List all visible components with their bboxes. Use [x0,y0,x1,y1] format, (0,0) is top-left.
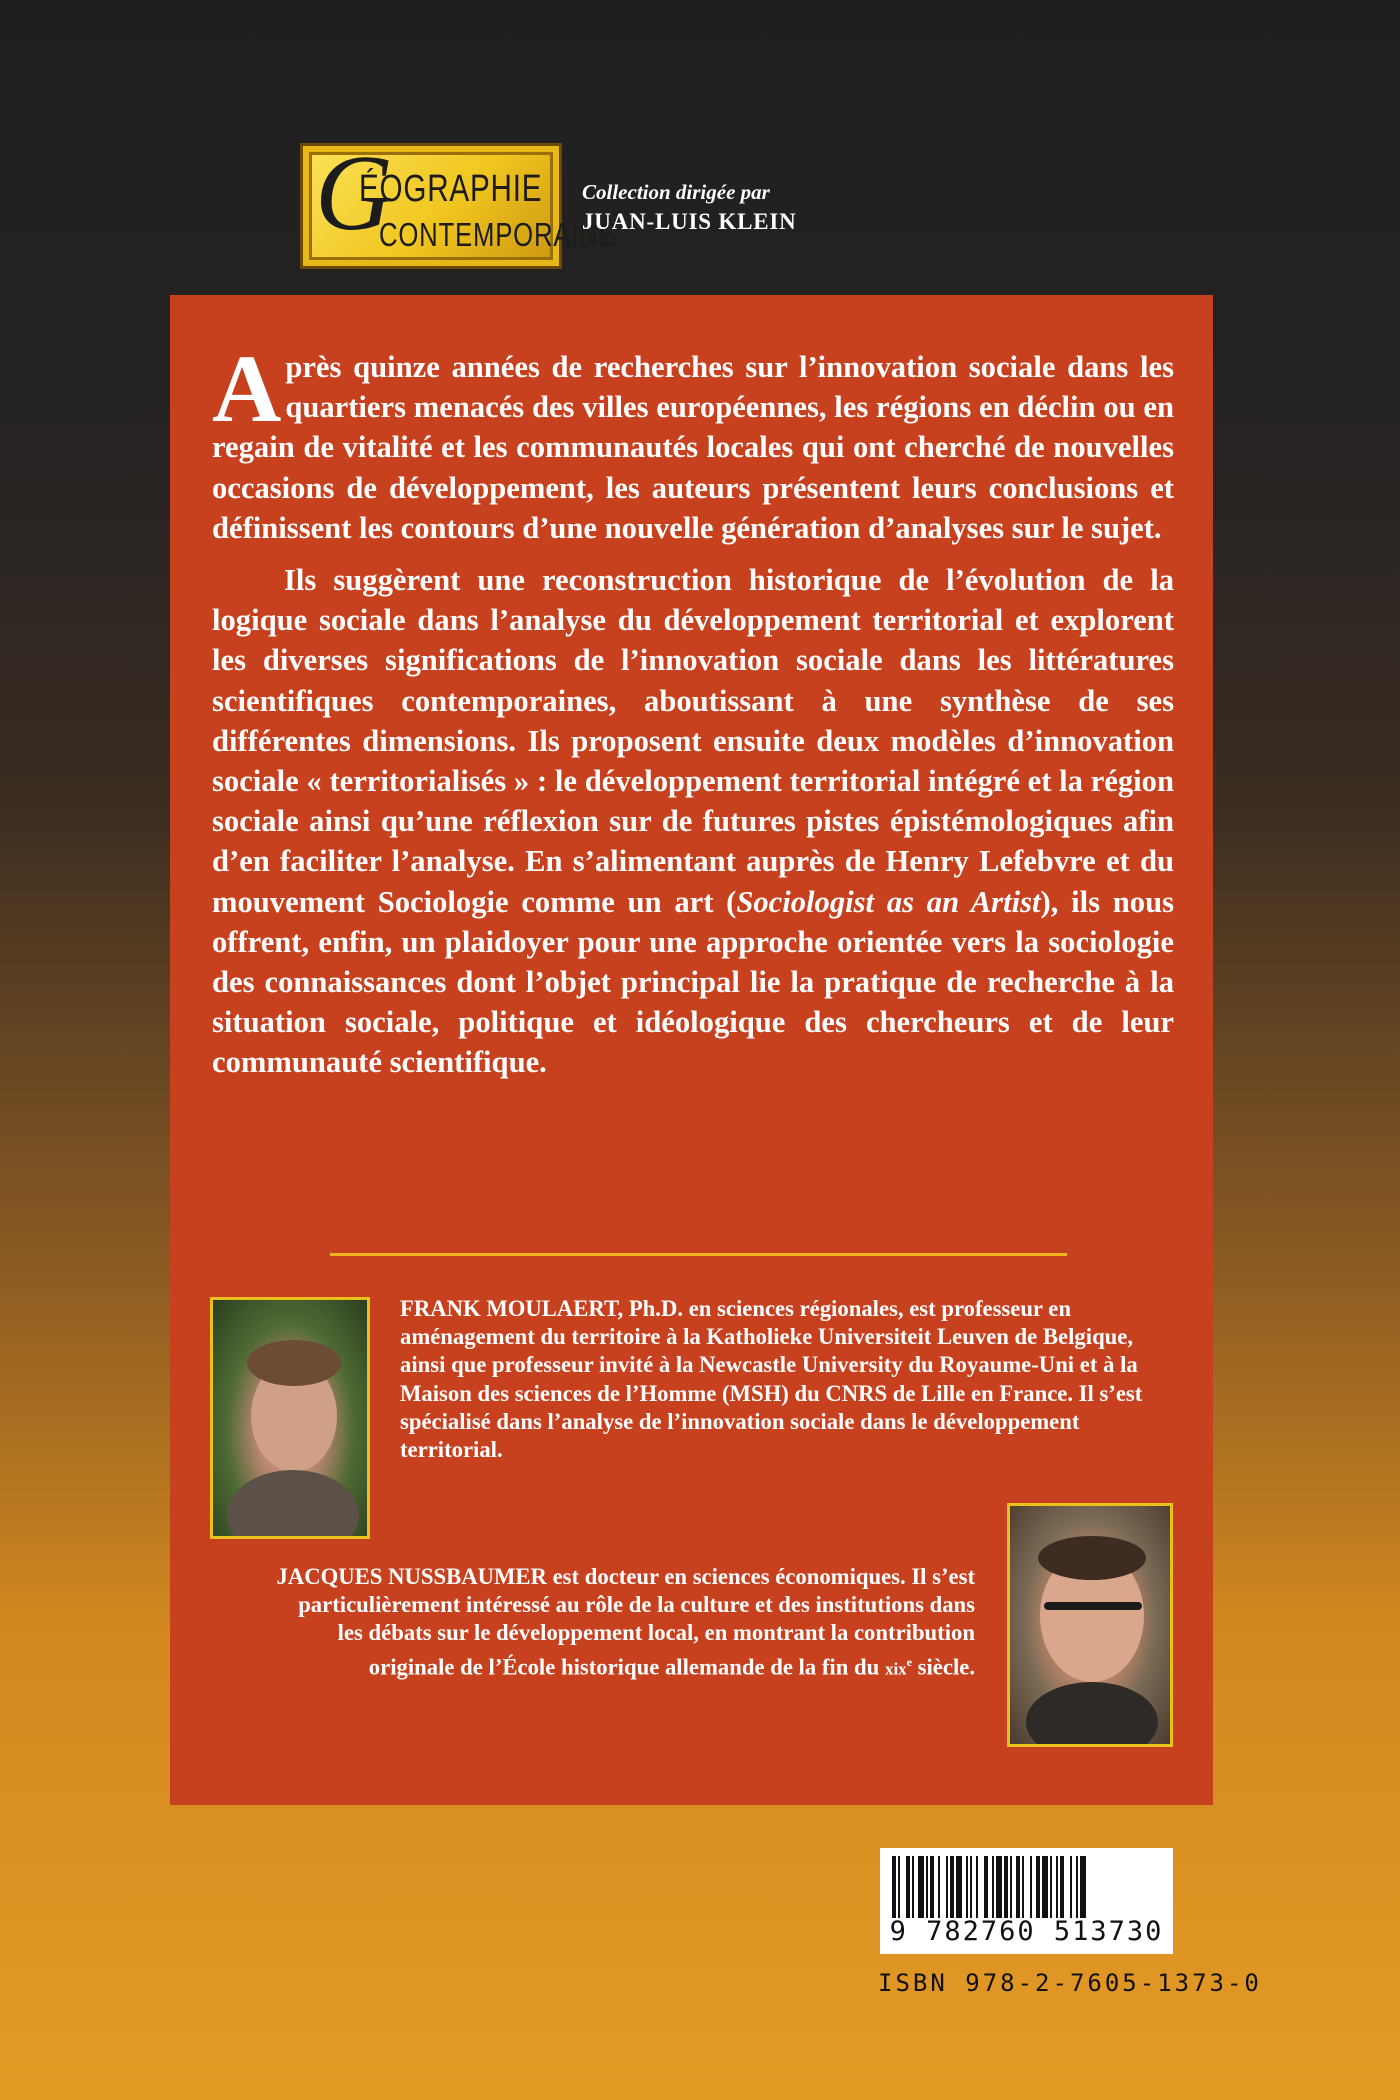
book-summary [212,335,1175,1083]
barcode-bar [1022,1856,1024,1918]
barcode-bar [984,1856,988,1918]
barcode-bar [926,1856,928,1918]
barcode-bar [918,1856,924,1918]
author-text-moulaert: , Ph.D. en sciences régionales, est professeur en aménagement du territoire à la Katholieke Universiteit Leuven de Belgique, ainsi que professeur invité à la Newcastle University du Royaume-Uni et à la Maison des sciences de l’Homme (MSH) du CNRS de Lille en France. Il s’est spécialisé dans l’analyse de l’innovation sociale dans le développement territorial. [400,1296,1143,1463]
barcode-bar [946,1856,948,1918]
collection-credit [582,180,797,235]
summary-italic-title: Sociologist as an Artist [736,884,1041,919]
author-text-nussbaumer: est docteur en sciences économiques. Il s’est particulièrement intéressé au rôle de la culture et des institutions dans les débats sur le développement local, en montrant la contribution originale de l’École historique allemande de la fin du [298,1564,975,1680]
barcode-bar [1076,1856,1078,1918]
barcode-bar [1042,1856,1048,1918]
barcode-bar [1080,1856,1086,1918]
summary-paragraph-1-text: près quinze années de recherches sur l’innovation sociale dans les quartiers menacés des villes européennes, les régions en déclin ou en regain de vitalité et les communautés locales qui ont cherché de nouvelles occasions de développement, les auteurs présentent leurs conclusions et définissent les contours d’une nouvelle génération d’analyses sur le sujet. [212,350,1174,545]
barcode-digits: 9 782760 513730 [889,1916,1164,1947]
barcode-bar [912,1856,914,1918]
summary-paragraph-2-end: ), ils nous offrent, enfin, un plaidoyer pour une approche orientée vers la sociologie des connaissances dont l’objet principal lie la pratique de recherche à la situation sociale, politique et idéologique des chercheurs et de leur communauté scientifique. [212,884,1175,1080]
barcode-bar [892,1856,896,1918]
barcode-bar [976,1856,978,1918]
barcode-bar [906,1856,910,1918]
barcode-bar [950,1856,954,1918]
barcode-bar [1030,1856,1032,1918]
summary-paragraph-2 [212,560,1174,1083]
author-text-nussbaumer-end: siècle. [912,1654,975,1680]
barcode-bar [1050,1856,1052,1918]
barcode-bar [956,1856,962,1918]
barcode-bar [1070,1856,1072,1918]
author-photo-nussbaumer [1007,1503,1173,1747]
barcode-bar [1036,1856,1040,1918]
collection-logo [300,134,617,269]
author-bio-nussbaumer [270,1563,975,1683]
barcode-bar [1010,1856,1012,1918]
section-divider [330,1253,1067,1256]
barcode [880,1848,1173,1954]
logo-line-2: CONTEMPORAINE [379,216,617,253]
back-cover-panel [170,295,1213,1805]
barcode-bar [1004,1856,1008,1918]
barcode-bar [1060,1856,1064,1918]
barcode-bar [992,1856,994,1918]
barcode-bar [930,1856,934,1918]
collection-label: Collection dirigée par [582,180,770,204]
barcode-bar [970,1856,972,1918]
century-superscript: e [906,1654,912,1669]
barcode-bar [1056,1856,1058,1918]
logo-line-1: ÉOGRAPHIE [359,168,543,210]
isbn-number: ISBN 978-2-7605-1373-0 [878,1969,1262,1997]
barcode-bar [1016,1856,1020,1918]
author-name-moulaert: FRANK MOULAERT [400,1296,618,1321]
collection-director: JUAN-LUIS KLEIN [582,209,797,234]
summary-paragraph-1 [212,335,1174,548]
summary-paragraph-2-start: Ils suggèrent une reconstruction historique de l’évolution de la logique sociale dans l’analyse du développement territorial et explorent les diverses significations de l’innovation sociale dans les littératures scientifiques contemporaines, aboutissant à une synthèse de ses différentes dimensions. Ils proposent ensuite deux modèles d’innovation sociale « territorialisés » : le développement territorial intégré et la région sociale ainsi qu’une réflexion sur de futures pistes épistémologiques afin d’en faciliter l’analyse. En s’alimentant auprès de Henry Lefebvre et du mouvement Sociologie comme un art ( [212,563,1174,919]
author-bio-moulaert [400,1295,1180,1464]
barcode-bars [892,1856,1161,1918]
drop-cap: A [212,335,282,442]
barcode-bar [966,1856,968,1918]
barcode-bar [938,1856,940,1918]
author-photo-moulaert [210,1297,370,1539]
logo-initial: G [315,134,393,253]
barcode-bar [996,1856,1002,1918]
century-numeral: xix [884,1659,907,1679]
author-name-nussbaumer: JACQUES NUSSBAUMER [276,1564,547,1589]
barcode-bar [898,1856,900,1918]
